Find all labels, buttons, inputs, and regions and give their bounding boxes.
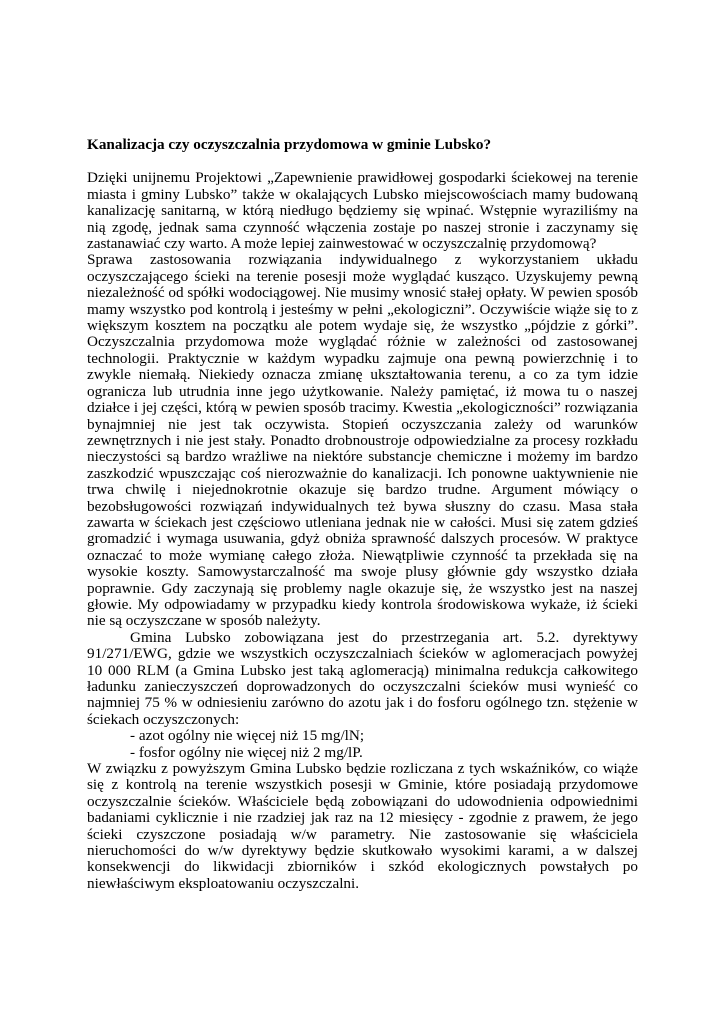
paragraph-intro: Dzięki unijnemu Projektowi „Zapewnienie prawidłowej gospodarki ściekowej na terenie miasta i gminy Lubsko” także w okalających Lubsko miejscowościach mamy budowaną kanalizację sanitarną, w którą niedługo będziemy się wpinać. Wstępnie wyraziliśmy na nią zgodę, jednak sama czynność włączenia zostaje po naszej stronie i zaczynamy się zastanawiać czy warto. A może lepiej zainwestować w oczyszczalnię przydomową? xyxy=(87,169,638,253)
bullet-phosphorus: - fosfor ogólny nie więcej niż 2 mg/lP. xyxy=(130,743,363,761)
bullet-nitrogen: - azot ogólny nie więcej niż 15 mg/lN; xyxy=(130,727,365,745)
paragraph-directive: Gmina Lubsko zobowiązana jest do przestrzegania art. 5.2. dyrektywy 91/271/EWG, gdzie we wszystkich oczyszczalniach ścieków w aglomeracjach powyżej 10 000 RLM (a Gmina Lubsko jest taką aglomeracją) minimalna redukcja całkowitego ładunku zanieczyszczeń doprowadzonych do oczyszczalni ścieków musi wynieść co najmniej 75 % w odniesieniu zarówno do azotu jak i do fosforu ogólnego tzn. stężenie w ściekach oczyszczonych: xyxy=(87,628,638,728)
paragraph-closing: W związku z powyższym Gmina Lubsko będzie rozliczana z tych wskaźników, co wiąże się z kontrolą na terenie wszystkich posesji w Gminie, które posiadają przydomowe oczyszczalnie ścieków. Właściciele będą zobowiązani do udowodnienia odpowiednimi badaniami cyklicznie i nie rzadziej jak raz na 12 miesięcy - zgodnie z prawem, że jego ścieki czyszczone posiadają w/w parametry. Nie zastosowanie się właściciela nieruchomości do w/w dyrektywy będzie skutkowało wysokimi karami, a w dalszej konsekwencji do likwidacji zbiorników i szkód ekologicznych powstałych po niewłaściwym eksploatowaniu oczyszczalni. xyxy=(87,760,638,892)
document-body xyxy=(87,137,638,892)
paragraph-individual-solution: Sprawa zastosowania rozwiązania indywidualnego z wykorzystaniem układu oczyszczającego ścieki na terenie posesji może wyglądać kusząco. Uzyskujemy pewną niezależność od spółki wodociągowej. Nie musimy wnosić stałej opłaty. W pewien sposób mamy wszystko pod kontrolą i jesteśmy w pełni „ekologiczni”. Oczywiście wiąże się to z większym kosztem na początku ale potem wydaje się, że wszystko „pójdzie z górki”. Oczyszczalnia przydomowa może wyglądać różnie w zależności od zastosowanej technologii. Praktycznie w każdym wypadku zajmuje ona pewną powierzchnię i to zwykle niemałą. Niekiedy oznacza zmianę ukształtowania terenu, a co za tym idzie ogranicza lub utrudnia inne jego użytkowanie. Należy pamiętać, iż mowa tu o naszej działce i jej części, którą w pewien sposób tracimy. Kwestia „ekologiczności” rozwiązania bynajmniej nie jest tak oczywista. Stopień oczyszczania zależy od warunków zewnętrznych i nie jest stały. Ponadto drobnoustroje odpowiedzialne za procesy rozkładu nieczystości są bardzo wrażliwe na niektóre substancje chemiczne i możemy im bardzo zaszkodzić wpuszczając coś nierozważnie do kanalizacji. Ich ponowne uaktywnienie nie trwa chwilę i niejednokrotnie okazuje się bardzo trudne. Argument mówiący o bezobsługowości rozwiązań indywidualnych też bywa słuszny do czasu. Masa stała zawarta w ściekach jest częściowo utleniana jednak nie w całości. Musi się zatem gdzieś gromadzić i wymaga usuwania, gdyż obniża sprawność dalszych procesów. W praktyce oznaczać to może wymianę całego złoża. Niewątpliwie czynność ta przekłada się na wysokie koszty. Samowystarczalność ma swoje plusy głównie gdy wszystko działa poprawnie. Gdy zaczynają się problemy nagle okazuje się, że wszystko jest na naszej głowie. My odpowiadamy w przypadku kiedy kontrola środowiskowa wykaże, iż ścieki nie są oczyszczane w sposób należyty. xyxy=(87,251,638,630)
document-title: Kanalizacja czy oczyszczalnia przydomowa w gminie Lubsko? xyxy=(87,136,492,153)
